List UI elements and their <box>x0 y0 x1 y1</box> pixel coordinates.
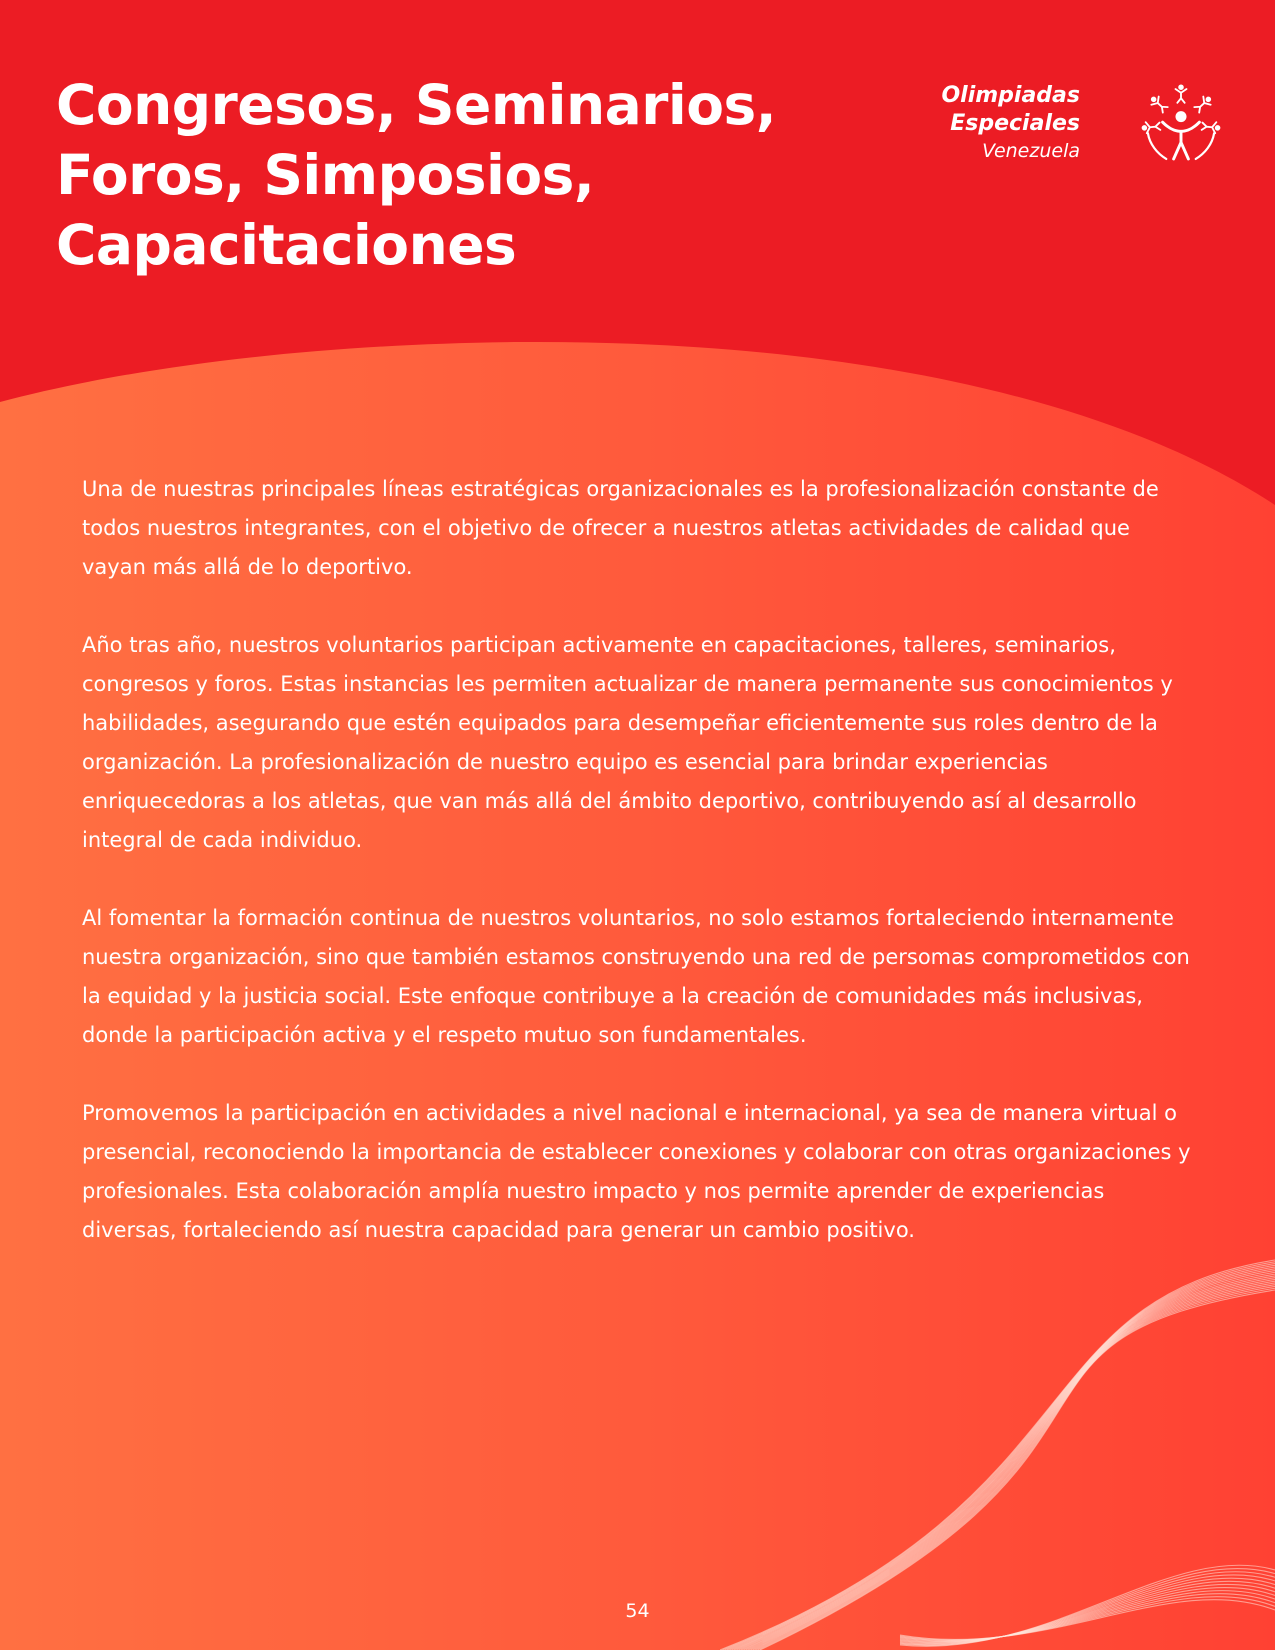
logo-line-olimpiadas: Olimpiadas <box>941 83 1080 108</box>
logo-wordmark <box>941 82 1080 164</box>
paragraph: Una de nuestras principales líneas estratégicas organizacionales es la profesionalización constante de todos nuestros integrantes, con el objetivo de ofrecer a nuestros atletas actividades de calidad que vayan más allá de lo deportivo. <box>82 477 1159 579</box>
paragraph: Al fomentar la formación continua de nuestros voluntarios, no solo estamos fortaleciendo internamente nuestra organización, sino que también estamos construyendo una red de persomas comprometidos con la equidad y la justicia social. Este enfoque contribuye a la creación de comunidades más inclusivas, donde la participación activa y el respeto mutuo son fundamentales. <box>82 906 1190 1047</box>
wave-line <box>722 1262 1275 1650</box>
wave-line <box>725 1264 1275 1650</box>
title-line-1: Congresos, Seminarios, <box>56 73 777 137</box>
title-line-3: Capacitaciones <box>56 213 517 277</box>
logo-line-especiales: Especiales <box>950 111 1080 136</box>
special-olympics-emblem-icon <box>1135 78 1227 170</box>
page-title <box>56 70 776 280</box>
logo-line-venezuela: Venezuela <box>982 140 1080 162</box>
wave-line <box>720 1260 1275 1650</box>
page-number: 54 <box>625 1600 650 1622</box>
wave-line <box>734 1271 1275 1650</box>
paragraph: Año tras año, nuestros voluntarios participan activamente en capacitaciones, talleres, seminarios, congresos y foros. Estas instancias les permiten actualizar de manera permanente sus conocimientos y habilidades, asegurando que estén equipados para desempeñar eficientemente sus roles dentro de la organización. La profesionalización de nuestro equipo es esencial para brindar experiencias enriquecedoras a los atletas, que van más allá del ámbito deportivo, contribuyendo así al desarrollo integral de cada individuo. <box>82 633 1173 852</box>
decorative-wave-lines <box>720 1240 1275 1650</box>
organization-logo <box>930 78 1230 178</box>
title-line-2: Foros, Simposios, <box>56 143 595 207</box>
paragraph: Promovemos la participación en actividades a nivel nacional e internacional, ya sea de manera virtual o presencial, reconociendo la importancia de establecer conexiones y colaborar con otras organizaciones y profesionales. Esta colaboración amplía nuestro impacto y nos permite aprender de experiencias diversas, fortaleciendo así nuestra capacidad para generar un cambio positivo. <box>82 1101 1191 1242</box>
body-text <box>82 470 1192 1289</box>
